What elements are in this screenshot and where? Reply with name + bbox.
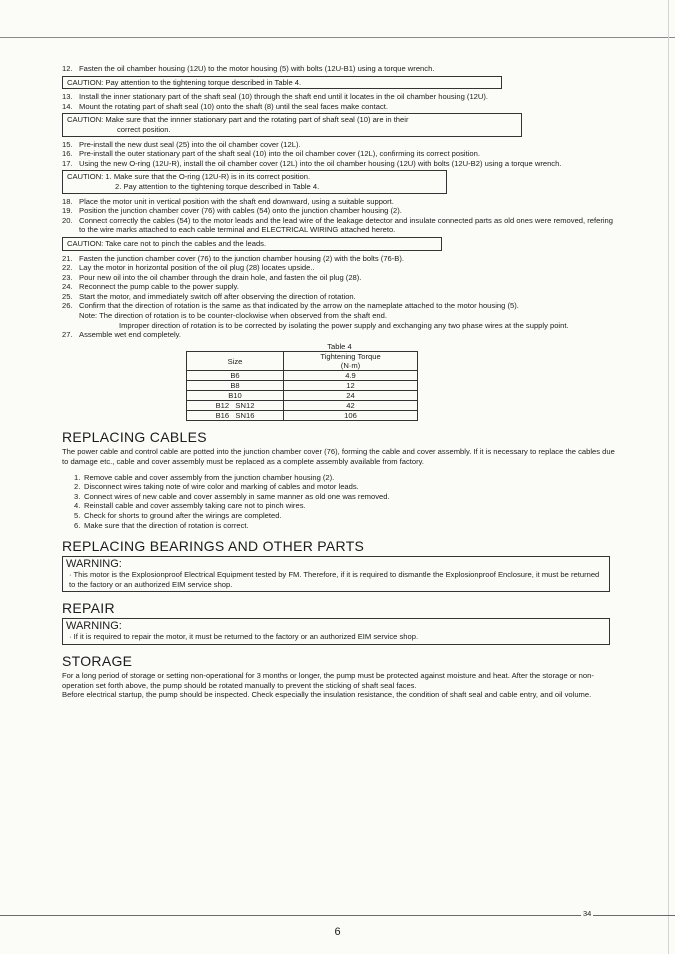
- list-item: 12. Fasten the oil chamber housing (12U) to the motor housing (5) with bolts (12U-B1) using a torque wrench.: [62, 64, 435, 73]
- document-body: [62, 64, 617, 700]
- list-item: 6. Make sure that the direction of rotation is correct.: [74, 520, 249, 530]
- list-item: 2. Disconnect wires taking note of wire color and marking of cables and motor leads.: [74, 482, 359, 492]
- steps-group-e: [62, 254, 617, 312]
- list-item: 4. Reinstall cable and cover assembly taking care not to pinch wires.: [74, 501, 306, 511]
- table-row: B16 SN16 106: [187, 411, 418, 421]
- list-item: 14. Mount the rotating part of shaft seal (10) onto the shaft (8) until the seal faces make contact.: [62, 101, 388, 111]
- caution-box: CAUTION: 1. Make sure that the O-ring (12U-R) is in its correct position. 2. Pay attention to the tightening torque described in Table 4.: [62, 170, 447, 193]
- table-row: B12 SN12 42: [187, 401, 418, 411]
- steps-group-c: [62, 140, 617, 169]
- replacing-cables-intro: The power cable and control cable are potted into the junction chamber cover (76), forming the cable and cover assembly. If it is necessary to replace the cables due to damage etc., cable and cover assembly must be replaced as a complete assembly available from factory.: [62, 447, 615, 467]
- note: Note: The direction of rotation is to be counter-clockwise when observed from the shaft end. Improper direction of rotation is to be corrected by isolating the power supply and exchanging any two phase wires at the supply point.: [79, 311, 569, 330]
- warning-title: WARNING:: [66, 558, 122, 571]
- storage-paragraph-1: For a long period of storage or setting non-operational for 3 months or longer, the pump must be protected against moisture and heat. After the storage or non-operation set forth above, the pump should be rotated manually to prevent the sticking of shaft seal faces.: [62, 670, 594, 690]
- top-rule: [0, 37, 675, 38]
- table-row: B6 4.9: [187, 371, 418, 381]
- list-item: 5. Check for shorts to ground after the wirings are completed.: [74, 511, 282, 520]
- page-edge-line: [668, 0, 669, 954]
- table-row: B10 24: [187, 391, 418, 401]
- list-item: 20. Connect correctly the cables (54) to the motor leads and the lead wire of the leakage detector and insulate connected parts as old ones were removed, refering to the wire marks attached to each cable terminal and ELECTRICAL WIRING attached hereto.: [62, 215, 613, 235]
- page-number: 6: [334, 926, 341, 938]
- list-item: 25. Start the motor, and immediately switch off after observing the direction of rotation.: [62, 291, 356, 301]
- list-item: 21. Fasten the junction chamber cover (76) to the junction chamber housing (2) with the bolts (76-B).: [62, 253, 405, 263]
- list-item: 15. Pre-install the new dust seal (25) into the oil chamber cover (12L).: [62, 139, 301, 149]
- list-item: 26. Confirm that the direction of rotation is the same as that indicated by the arrow on the nameplate attached to the motor housing (5).: [62, 301, 519, 311]
- list-item: 17. Using the new O-ring (12U-R), install the oil chamber cover (12L) into the oil chamber housing (12U) with bolts (12U-B2) using a torque wrench.: [62, 158, 562, 168]
- list-item: 27. Assemble wet end completely.: [62, 330, 181, 340]
- list-item: 16. Pre-install the outer stationary part of the shaft seal (10) into the oil chamber cover (12L), confirming its correct position.: [62, 149, 480, 159]
- list-item: 24. Reconnect the pump cable to the power supply.: [62, 282, 239, 292]
- list-item: 19. Position the junction chamber cover (76) with cables (54) onto the junction chamber housing (2).: [62, 206, 402, 216]
- bottom-rule: [0, 915, 675, 916]
- torque-table: [186, 351, 418, 421]
- caution-box: CAUTION: Take care not to pinch the cables and the leads.: [62, 237, 442, 251]
- table-row: B8 12: [187, 381, 418, 391]
- warning-box: [62, 556, 610, 592]
- table-header-row: [187, 352, 418, 371]
- table-caption: Table 4: [327, 341, 352, 351]
- section-heading-storage: STORAGE: [62, 652, 133, 669]
- list-item: 13. Install the inner stationary part of the shaft seal (10) through the shaft end until it locates in the oil chamber housing (12U).: [62, 92, 489, 102]
- section-heading-replacing-cables: REPLACING CABLES: [62, 429, 207, 446]
- section-heading-replacing-bearings: REPLACING BEARINGS AND OTHER PARTS: [62, 538, 365, 555]
- steps-group-b: [62, 92, 617, 111]
- list-item: 3. Connect wires of new cable and cover assembly in same manner as old one was removed.: [74, 491, 390, 501]
- caution-box: CAUTION: Pay attention to the tightening torque described in Table 4.: [62, 76, 502, 90]
- list-item: 23. Pour new oil into the oil chamber through the drain hole, and fasten the oil plug (28).: [62, 272, 362, 282]
- warning-text: · If it is required to repair the motor, it must be returned to the factory or an authorized EIM service shop.: [69, 632, 419, 642]
- warning-text: · This motor is the Explosionproof Electrical Equipment tested by FM. Therefore, if it is required to dismantle the Explosionproof Enclosure, it must be returned to the factory or an authorized EIM service shop.: [69, 570, 600, 589]
- caution-box: CAUTION: Make sure that the innner stationary part and the rotating part of shaft seal (10) are in their correct position.: [62, 113, 522, 136]
- steps-group-d: [62, 197, 617, 235]
- corner-page-number: 34: [583, 909, 592, 918]
- warning-title: WARNING:: [66, 620, 122, 633]
- header-torque: Tightening Torque (N·m): [284, 352, 418, 371]
- steps-group-a: [62, 64, 617, 74]
- list-item: 1. Remove cable and cover assembly from the junction chamber housing (2).: [74, 472, 335, 482]
- section-heading-repair: REPAIR: [62, 600, 115, 617]
- list-item: 18. Place the motor unit in vertical position with the shaft end downward, using a suitable support.: [62, 196, 394, 206]
- header-size: Size: [187, 352, 284, 371]
- warning-box: [62, 618, 610, 645]
- replacing-cables-steps: [62, 473, 617, 531]
- storage-paragraph-2: Before electrical startup, the pump should be inspected. Check especially the insulation resistance, the condition of shaft seal and cable entry, and oil volume.: [62, 690, 592, 700]
- list-item: 22. Lay the motor in horizontal position of the oil plug (28) locates upside..: [62, 263, 315, 273]
